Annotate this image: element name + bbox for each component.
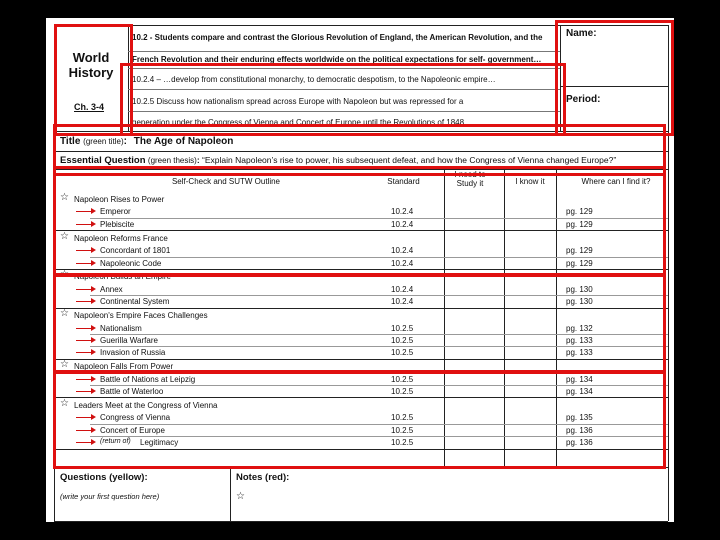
item-page: pg. 129 [566,219,593,229]
standard-line: generation under the Congress of Vienna and Concert of Europe until the Revolutions of 1848. [132,118,467,127]
item-name: Emperor [100,207,131,217]
item-standard: 10.2.4 [391,297,414,307]
highlight-box-sections-1-2 [53,166,666,276]
item-page: pg. 130 [566,297,593,307]
item-name: Congress of Vienna [100,413,171,423]
col-header-standard: Standard [387,177,420,186]
col-header-where: Where can I find it? [581,177,651,186]
notes-label: Notes (red): [236,472,290,483]
standard-line: French Revolution and their enduring effects worldwide on the political expectations for self- government… [132,55,542,64]
highlight-box-sections-5-6 [53,371,666,469]
item-standard: 10.2.5 [391,374,414,384]
item-name: Invasion of Russia [100,348,166,358]
star-icon: ☆ [60,230,69,242]
item-page: pg. 136 [566,425,593,435]
item-prefix: (return of) [100,438,131,446]
item-standard: 10.2.5 [391,413,414,423]
standard-10-2-4: 10.2.4 – …develop from constitutional monarchy, to democratic despotism, to the Napoleonic empire… [132,75,496,84]
item-page: pg. 136 [566,438,593,448]
standard-line: 10.2 - Students compare and contrast the Glorious Revolution of England, the American Revolution, and the [132,33,543,42]
item-page: pg. 133 [566,348,593,358]
item-name: Napoleonic Code [100,258,162,268]
title-label-note: (green title) [83,137,124,146]
item-standard: 10.2.5 [391,348,414,358]
standard-10-2 [132,32,558,43]
item-standard: 10.2.5 [391,323,414,333]
section-title: Napoleon Falls From Power [74,362,174,372]
star-icon: ☆ [60,192,69,203]
item-page: pg. 129 [566,246,593,256]
item-name: Battle of Waterloo [100,387,164,396]
item-standard: 10.2.4 [391,207,414,217]
period-label: Period: [566,94,601,105]
item-standard: 10.2.4 [391,219,414,229]
section-title: Napoleon's Empire Faces Challenges [74,311,208,321]
section-title: Napoleon Builds an Empire [74,272,171,282]
star-icon: ☆ [60,269,69,281]
chapter-label: Ch. 3-4 [74,102,105,112]
name-label: Name: [566,28,597,39]
item-standard: 10.2.5 [391,425,414,435]
item-name: Legitimacy [140,438,179,448]
star-icon: ☆ [60,397,69,409]
item-page: pg. 135 [566,413,593,423]
item-page: pg. 132 [566,323,593,333]
col-header-know: I know it [515,177,545,186]
frame-bottom [54,521,668,522]
item-name: Battle of Nations at Leipzig [100,374,196,384]
title-colon: : [123,136,127,147]
star-icon: ☆ [60,308,69,320]
title-label: Title [60,136,81,147]
col-header-outline: Self-Check and SUTW Outline [171,177,281,186]
footer-col-divider [230,467,231,521]
highlight-box-sections-3-4 [53,274,666,373]
item-name: Continental System [100,297,170,307]
item-standard: 10.2.5 [391,387,414,396]
item-page: pg. 134 [566,374,593,384]
item-standard: 10.2.4 [391,284,414,294]
eq-text: “Explain Napoleon’s rise to power, his subsequent defeat, and how the Congress of Vienna changed Europe?” [202,155,617,165]
questions-hint: (write your first question here) [60,492,160,501]
item-name: Guerilla Warfare [100,335,158,345]
item-standard: 10.2.5 [391,438,414,448]
item-page: pg. 129 [566,258,593,268]
item-page: pg. 130 [566,284,593,294]
standard-10-2-5: 10.2.5 Discuss how nationalism spread across Europe with Napoleon but was repressed for a [132,97,464,106]
title-text: The Age of Napoleon [133,136,234,147]
item-page: pg. 133 [566,335,593,345]
highlight-box-name [555,20,674,136]
std-divider [128,51,560,52]
item-name: Concordant of 1801 [100,246,171,256]
questions-label: Questions (yellow): [60,472,148,483]
eq-label: Essential Question [60,155,146,166]
star-icon: ☆ [236,491,245,502]
item-name: Nationalism [100,323,142,333]
item-standard: 10.2.4 [391,246,414,256]
item-name: Concert of Europe [100,425,165,435]
item-standard: 10.2.5 [391,335,414,345]
eq-colon: : [196,155,200,165]
item-name: Plebiscite [100,219,135,229]
subject-title: World History [68,50,114,80]
col-header-study: I need to Study it [454,170,486,188]
section-title: Napoleon Rises to Power [74,195,165,204]
item-page: pg. 134 [566,387,593,396]
eq-label-note: (green thesis) [147,156,197,165]
star-icon: ☆ [60,359,69,371]
section-title: Napoleon Reforms France [74,233,168,243]
item-page: pg. 129 [566,207,593,217]
item-name: Annex [100,284,123,294]
item-standard: 10.2.4 [391,258,414,268]
section-title: Leaders Meet at the Congress of Vienna [74,400,218,410]
